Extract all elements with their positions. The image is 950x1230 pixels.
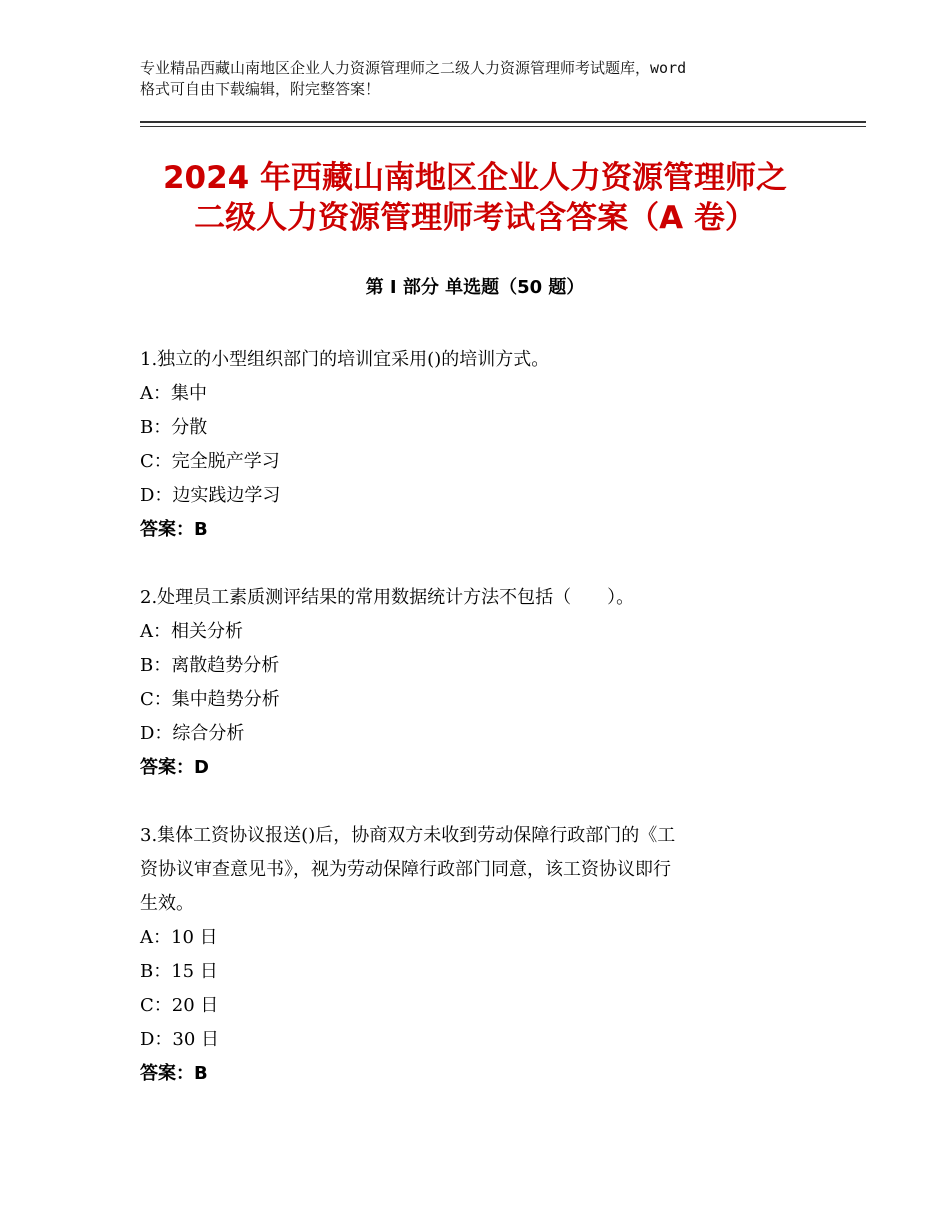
option-a: A：相关分析 (140, 621, 243, 642)
question-stem-line-1: 3.集体工资协议报送()后，协商双方未收到劳动保障行政部门的《工 (140, 825, 676, 846)
header-rule-thin (140, 126, 866, 127)
header-note (140, 58, 840, 100)
option-b: B：分散 (140, 417, 208, 438)
answer: 答案：B (140, 519, 208, 540)
question-stem: 1.独立的小型组织部门的培训宜采用()的培训方式。 (140, 349, 550, 370)
answer: 答案：D (140, 757, 209, 778)
header-note-line-1: 专业精品西藏山南地区企业人力资源管理师之二级人力资源管理师考试题库，word (140, 59, 687, 77)
option-a: A：集中 (140, 383, 207, 404)
question-list (140, 343, 800, 1125)
question-stem: 2.处理员工素质测评结果的常用数据统计方法不包括（ ）。 (140, 587, 635, 608)
question-stem-line-3: 生效。 (140, 893, 194, 914)
document-title (110, 158, 840, 238)
option-c: C：集中趋势分析 (140, 689, 280, 710)
answer: 答案：B (140, 1063, 208, 1084)
option-d: D：综合分析 (140, 723, 245, 744)
question-stem-line-2: 资协议审查意见书》，视为劳动保障行政部门同意，该工资协议即行 (140, 859, 671, 880)
header-note-line-2: 格式可自由下载编辑，附完整答案！ (140, 80, 381, 98)
document-title-line-1: 2024 年西藏山南地区企业人力资源管理师之 (162, 160, 788, 196)
option-d: D：30 日 (140, 1029, 220, 1050)
header-rule-thick (140, 121, 866, 123)
question-3 (140, 819, 800, 1091)
document-title-line-2: 二级人力资源管理师考试含答案（A 卷） (194, 200, 756, 236)
option-c: C：完全脱产学习 (140, 451, 280, 472)
option-b: B：15 日 (140, 961, 218, 982)
question-1 (140, 343, 800, 547)
option-b: B：离散趋势分析 (140, 655, 280, 676)
section-title: 第 I 部分 单选题（50 题） (365, 277, 585, 298)
option-d: D：边实践边学习 (140, 485, 281, 506)
question-2 (140, 581, 800, 785)
option-c: C：20 日 (140, 995, 219, 1016)
option-a: A：10 日 (140, 927, 218, 948)
